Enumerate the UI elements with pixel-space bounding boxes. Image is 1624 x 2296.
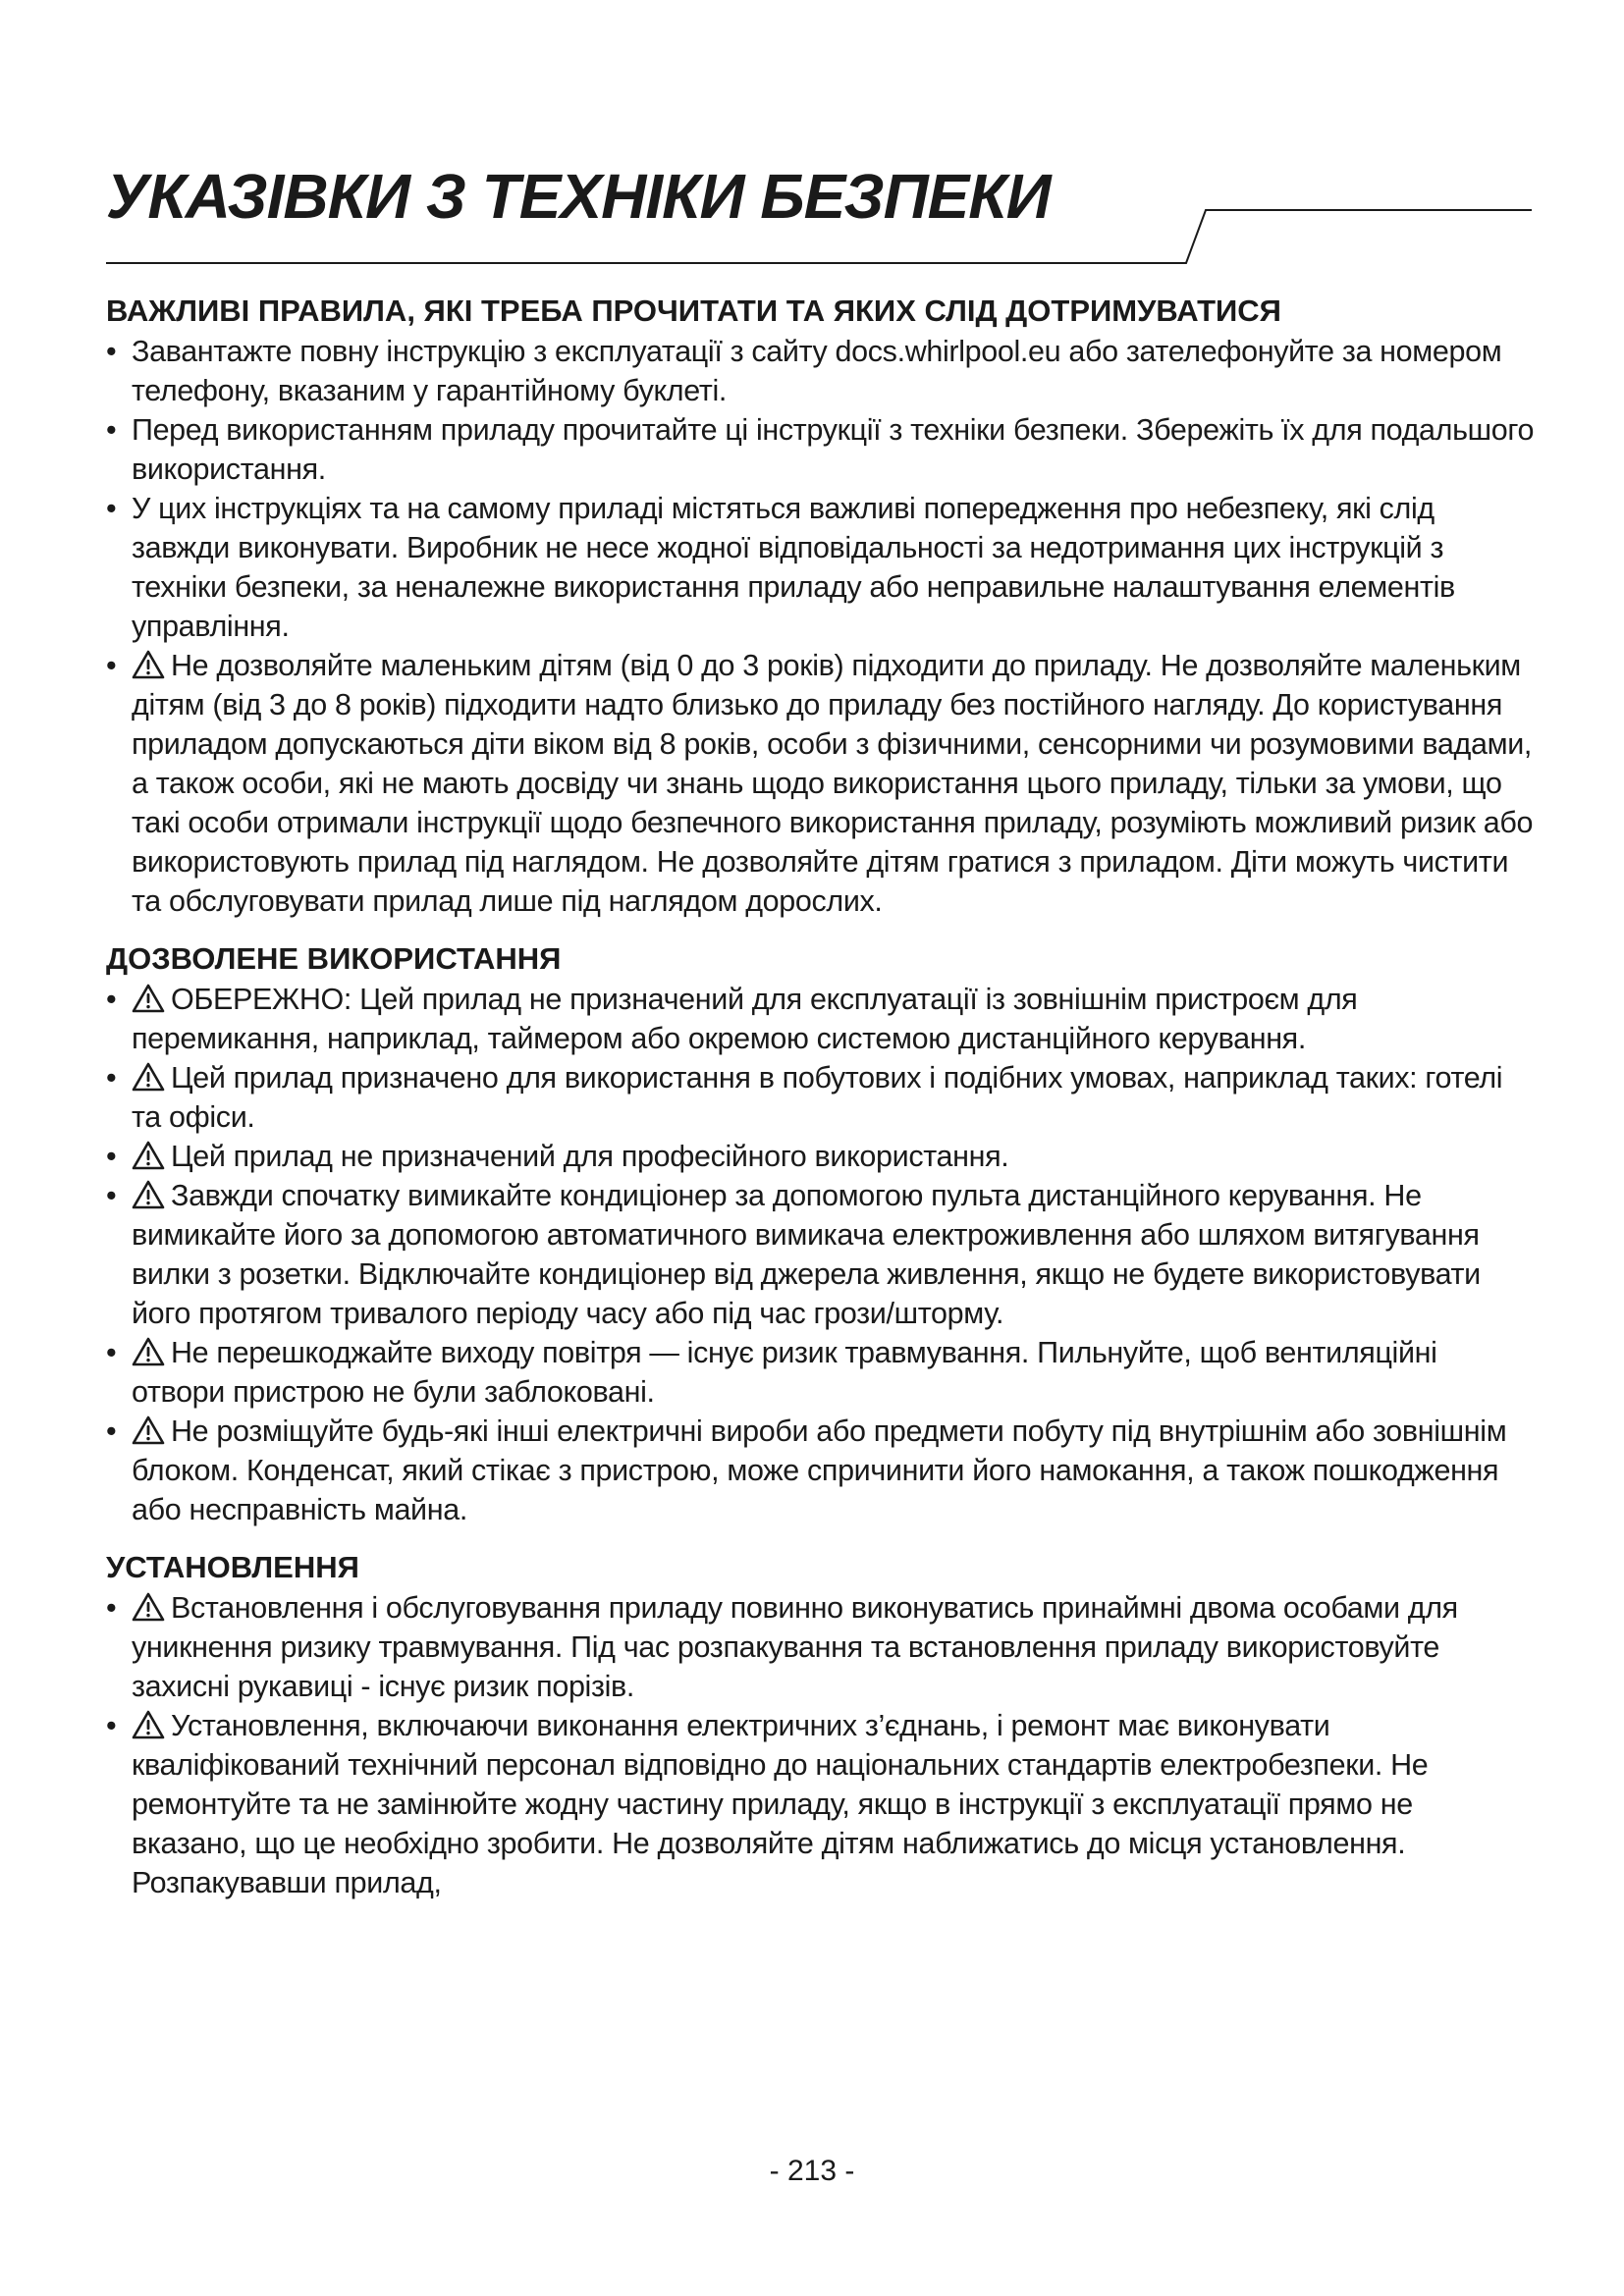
item-text: Цей прилад не призначений для професійного використання.: [171, 1140, 1009, 1173]
section: [106, 1547, 1536, 1902]
section: [106, 938, 1536, 1529]
list-item: [106, 1412, 1536, 1529]
section: [106, 291, 1536, 921]
instruction-list: [106, 1588, 1536, 1902]
list-item: [106, 980, 1536, 1058]
item-text: Не розміщуйте будь-які інші електричні вироби або предмети побуту під внутрішнім або зовнішнім блоком. Конденсат, який стікає з пристрою, може спричинити його намокання, а також пошкодження або несправність майна.: [132, 1415, 1507, 1526]
item-text: Завжди спочатку вимикайте кондиціонер за допомогою пульта дистанційного керування. Не вимикайте його за допомогою автоматичного вимикача електроживлення або шляхом витягування вилки з розетки. Відключайте кондиціонер від джерела живлення, якщо не будете використовувати його протягом тривалого періоду часу або під час грози/шторму.: [132, 1179, 1481, 1330]
bullet: •: [106, 413, 117, 447]
warning-triangle-icon: [132, 1415, 165, 1445]
list-item: [106, 332, 1536, 410]
item-text: У цих інструкціях та на самому приладі містяться важливі попередження про небезпеку, які слід завжди виконувати. Виробник не несе жодної відповідальності за недотримання цих інструкцій з техніки безпеки, за неналежне використання приладу або неправильне налаштування елементів управління.: [132, 492, 1455, 643]
item-text: Цей прилад призначено для використання в побутових і подібних умовах, наприклад таких: готелі та офіси.: [132, 1061, 1503, 1134]
page-title: УКАЗІВКИ З ТЕХНІКИ БЕЗПЕКИ: [106, 161, 1051, 232]
item-text: Не дозволяйте маленьким дітям (від 0 до 3 років) підходити до приладу. Не дозволяйте маленьким дітям (від 3 до 8 років) підходити надто близько до приладу без постійного нагляду. До користування приладом допускаються діти віком від 8 років, особи з фізичними, сенсорними чи розумовими вадами, а також особи, які не мають досвіду чи знань щодо використання цього приладу, тільки за умови, що такі особи отримали інструкції щодо безпечного використання приладу, розуміють можливий ризик або використовують прилад під наглядом. Не дозволяйте дітям гратися з приладом. Діти можуть чистити та обслуговувати прилад лише під наглядом дорослих.: [132, 649, 1534, 918]
item-text: ОБЕРЕЖНО: Цей прилад не призначений для експлуатації із зовнішнім пристроєм для перемикання, наприклад, таймером або окремою системою дистанційного керування.: [132, 983, 1358, 1055]
section-heading: ДОЗВОЛЕНЕ ВИКОРИСТАННЯ: [106, 941, 562, 976]
item-text: Перед використанням приладу прочитайте ці інструкції з техніки безпеки. Збережіть їх для подальшого використання.: [132, 413, 1535, 486]
bullet: •: [106, 1061, 117, 1095]
list-item: [106, 1588, 1536, 1706]
item-text: Не перешкоджайте виходу повітря — існує ризик травмування. Пильнуйте, щоб вентиляційні отвори пристрою не були заблоковані.: [132, 1336, 1437, 1409]
bullet: •: [106, 983, 117, 1016]
bullet: •: [106, 649, 117, 682]
bullet: •: [106, 492, 117, 525]
title-underline-rule: [0, 0, 1624, 294]
warning-triangle-icon: [132, 1180, 165, 1209]
list-item: [106, 646, 1536, 921]
list-item: [106, 1176, 1536, 1333]
list-item: [106, 489, 1536, 646]
list-item: [106, 1333, 1536, 1412]
bullet: •: [106, 1336, 117, 1369]
list-item: [106, 1706, 1536, 1902]
bullet: •: [106, 1591, 117, 1625]
list-item: [106, 410, 1536, 489]
bullet: •: [106, 1179, 117, 1212]
warning-triangle-icon: [132, 1337, 165, 1366]
section-heading: ВАЖЛИВІ ПРАВИЛА, ЯКІ ТРЕБА ПРОЧИТАТИ ТА ЯКИХ СЛІД ДОТРИМУВАТИСЯ: [106, 294, 1281, 328]
warning-triangle-icon: [132, 650, 165, 679]
list-item: [106, 1058, 1536, 1137]
warning-triangle-icon: [132, 1141, 165, 1170]
bullet: •: [106, 335, 117, 368]
item-text: Завантажте повну інструкцію з експлуатації з сайту docs.whirlpool.eu або зателефонуйте за номером телефону, вказаним у гарантійному буклеті.: [132, 335, 1502, 407]
item-text: Установлення, включаючи виконання електричних з’єднань, і ремонт має виконувати кваліфікований технічний персонал відповідно до національних стандартів електробезпеки. Не ремонтуйте та не замінюйте жодну частину приладу, якщо в інструкції з експлуатації прямо не вказано, що це необхідно зробити. Не дозволяйте дітям наближатись до місця установлення. Розпакувавши прилад,: [132, 1709, 1429, 1899]
bullet: •: [106, 1415, 117, 1448]
section-heading: УСТАНОВЛЕННЯ: [106, 1550, 359, 1584]
item-text: Встановлення і обслуговування приладу повинно виконуватись принаймні двома особами для уникнення ризику травмування. Під час розпакування та встановлення приладу використовуйте захисні рукавиці - існує ризик порізів.: [132, 1591, 1458, 1703]
warning-triangle-icon: [132, 1592, 165, 1622]
instruction-list: [106, 980, 1536, 1529]
safety-instructions-body: [106, 291, 1536, 1902]
warning-triangle-icon: [132, 1710, 165, 1739]
page-number: - 213 -: [769, 2155, 855, 2187]
warning-triangle-icon: [132, 1062, 165, 1092]
bullet: •: [106, 1140, 117, 1173]
warning-triangle-icon: [132, 984, 165, 1013]
instruction-list: [106, 332, 1536, 921]
list-item: [106, 1137, 1536, 1176]
bullet: •: [106, 1709, 117, 1742]
